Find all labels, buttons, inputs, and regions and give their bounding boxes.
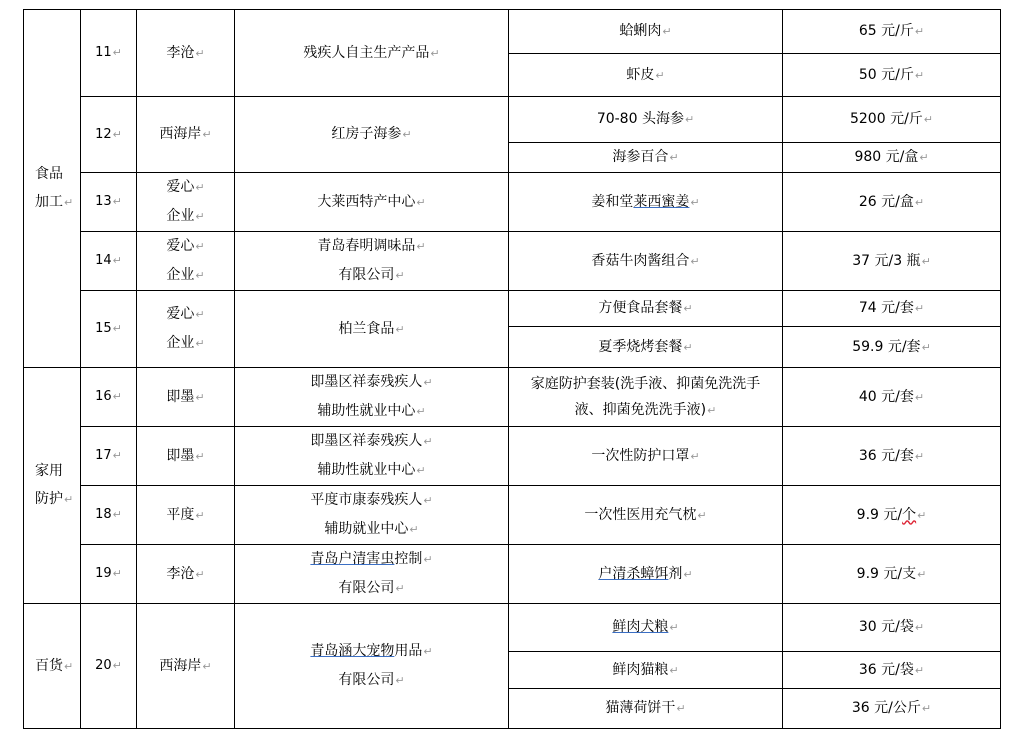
category-cell: 百货↵ bbox=[24, 604, 81, 729]
supplier-cell: 青岛户清害虫控制↵ 有限公司↵ bbox=[235, 545, 509, 604]
product-name: 70-80 头海参↵ bbox=[509, 97, 783, 143]
area-cell: 爱心↵ 企业↵ bbox=[137, 232, 235, 291]
product-price: 30 元/袋↵ bbox=[783, 604, 1001, 652]
table-row bbox=[24, 486, 1001, 545]
product-name: 夏季烧烤套餐↵ bbox=[509, 327, 783, 368]
table-row bbox=[24, 545, 1001, 604]
product-price: 40 元/套↵ bbox=[783, 368, 1001, 427]
row-number: 18↵ bbox=[81, 486, 137, 545]
row-number: 12↵ bbox=[81, 97, 137, 173]
row-number: 20↵ bbox=[81, 604, 137, 729]
table-row bbox=[24, 10, 1001, 54]
product-price: 36 元/套↵ bbox=[783, 427, 1001, 486]
product-price-table bbox=[23, 9, 1001, 729]
product-price: 37 元/3 瓶↵ bbox=[783, 232, 1001, 291]
product-name: 户清杀蟑饵剂↵ bbox=[509, 545, 783, 604]
product-price: 36 元/公斤↵ bbox=[783, 689, 1001, 729]
category-label: 家用 bbox=[35, 463, 63, 479]
product-price: 65 元/斤↵ bbox=[783, 10, 1001, 54]
supplier-cell: 即墨区祥泰残疾人↵ 辅助性就业中心↵ bbox=[235, 427, 509, 486]
product-price: 9.9 元/个↵ bbox=[783, 486, 1001, 545]
table-row bbox=[24, 291, 1001, 327]
area-cell: 西海岸↵ bbox=[137, 97, 235, 173]
product-name: 一次性防护口罩↵ bbox=[509, 427, 783, 486]
table-row bbox=[24, 97, 1001, 143]
table-row bbox=[24, 427, 1001, 486]
product-name: 一次性医用充气枕↵ bbox=[509, 486, 783, 545]
category-label: 食品 bbox=[35, 166, 63, 182]
product-name: 家庭防护套装(洗手液、抑菌免洗洗手 液、抑菌免洗洗手液)↵ bbox=[509, 368, 783, 427]
supplier-cell: 青岛春明调味品↵ 有限公司↵ bbox=[235, 232, 509, 291]
table-row bbox=[24, 173, 1001, 232]
product-name: 鲜肉犬粮↵ bbox=[509, 604, 783, 652]
category-cell: 家用 防护↵ bbox=[24, 368, 81, 604]
product-name: 虾皮↵ bbox=[509, 54, 783, 97]
area-cell: 即墨↵ bbox=[137, 368, 235, 427]
product-name: 海参百合↵ bbox=[509, 143, 783, 173]
row-number: 11↵ bbox=[81, 10, 137, 97]
product-price: 5200 元/斤↵ bbox=[783, 97, 1001, 143]
area-cell: 李沧↵ bbox=[137, 10, 235, 97]
category-cell: 食品 加工↵ bbox=[24, 10, 81, 368]
row-number: 15↵ bbox=[81, 291, 137, 368]
area-cell: 即墨↵ bbox=[137, 427, 235, 486]
row-number: 19↵ bbox=[81, 545, 137, 604]
supplier-cell: 柏兰食品↵ bbox=[235, 291, 509, 368]
product-price: 50 元/斤↵ bbox=[783, 54, 1001, 97]
supplier-cell: 青岛涵大宠物用品↵ 有限公司↵ bbox=[235, 604, 509, 729]
row-number: 16↵ bbox=[81, 368, 137, 427]
supplier-cell: 平度市康泰残疾人↵ 辅助就业中心↵ bbox=[235, 486, 509, 545]
category-label: 加工 bbox=[35, 194, 63, 210]
product-price: 980 元/盒↵ bbox=[783, 143, 1001, 173]
product-name: 蛤蜊肉↵ bbox=[509, 10, 783, 54]
product-name: 香菇牛肉酱组合↵ bbox=[509, 232, 783, 291]
product-price: 36 元/袋↵ bbox=[783, 652, 1001, 689]
product-name: 猫薄荷饼干↵ bbox=[509, 689, 783, 729]
product-name: 方便食品套餐↵ bbox=[509, 291, 783, 327]
row-number: 13↵ bbox=[81, 173, 137, 232]
product-name: 鲜肉猫粮↵ bbox=[509, 652, 783, 689]
supplier-cell: 红房子海参↵ bbox=[235, 97, 509, 173]
table-row bbox=[24, 604, 1001, 652]
product-name: 姜和堂莱西蜜姜↵ bbox=[509, 173, 783, 232]
row-number: 14↵ bbox=[81, 232, 137, 291]
area-cell: 爱心↵ 企业↵ bbox=[137, 291, 235, 368]
area-cell: 李沧↵ bbox=[137, 545, 235, 604]
product-price: 59.9 元/套↵ bbox=[783, 327, 1001, 368]
table-row bbox=[24, 368, 1001, 427]
supplier-cell: 即墨区祥泰残疾人↵ 辅助性就业中心↵ bbox=[235, 368, 509, 427]
category-label: 防护 bbox=[35, 491, 63, 507]
product-price: 74 元/套↵ bbox=[783, 291, 1001, 327]
row-number: 17↵ bbox=[81, 427, 137, 486]
product-price: 9.9 元/支↵ bbox=[783, 545, 1001, 604]
area-cell: 西海岸↵ bbox=[137, 604, 235, 729]
category-label: 百货 bbox=[35, 657, 63, 674]
supplier-cell: 大莱西特产中心↵ bbox=[235, 173, 509, 232]
table-row bbox=[24, 232, 1001, 291]
area-cell: 平度↵ bbox=[137, 486, 235, 545]
supplier-cell: 残疾人自主生产产品↵ bbox=[235, 10, 509, 97]
area-cell: 爱心↵ 企业↵ bbox=[137, 173, 235, 232]
product-price: 26 元/盒↵ bbox=[783, 173, 1001, 232]
